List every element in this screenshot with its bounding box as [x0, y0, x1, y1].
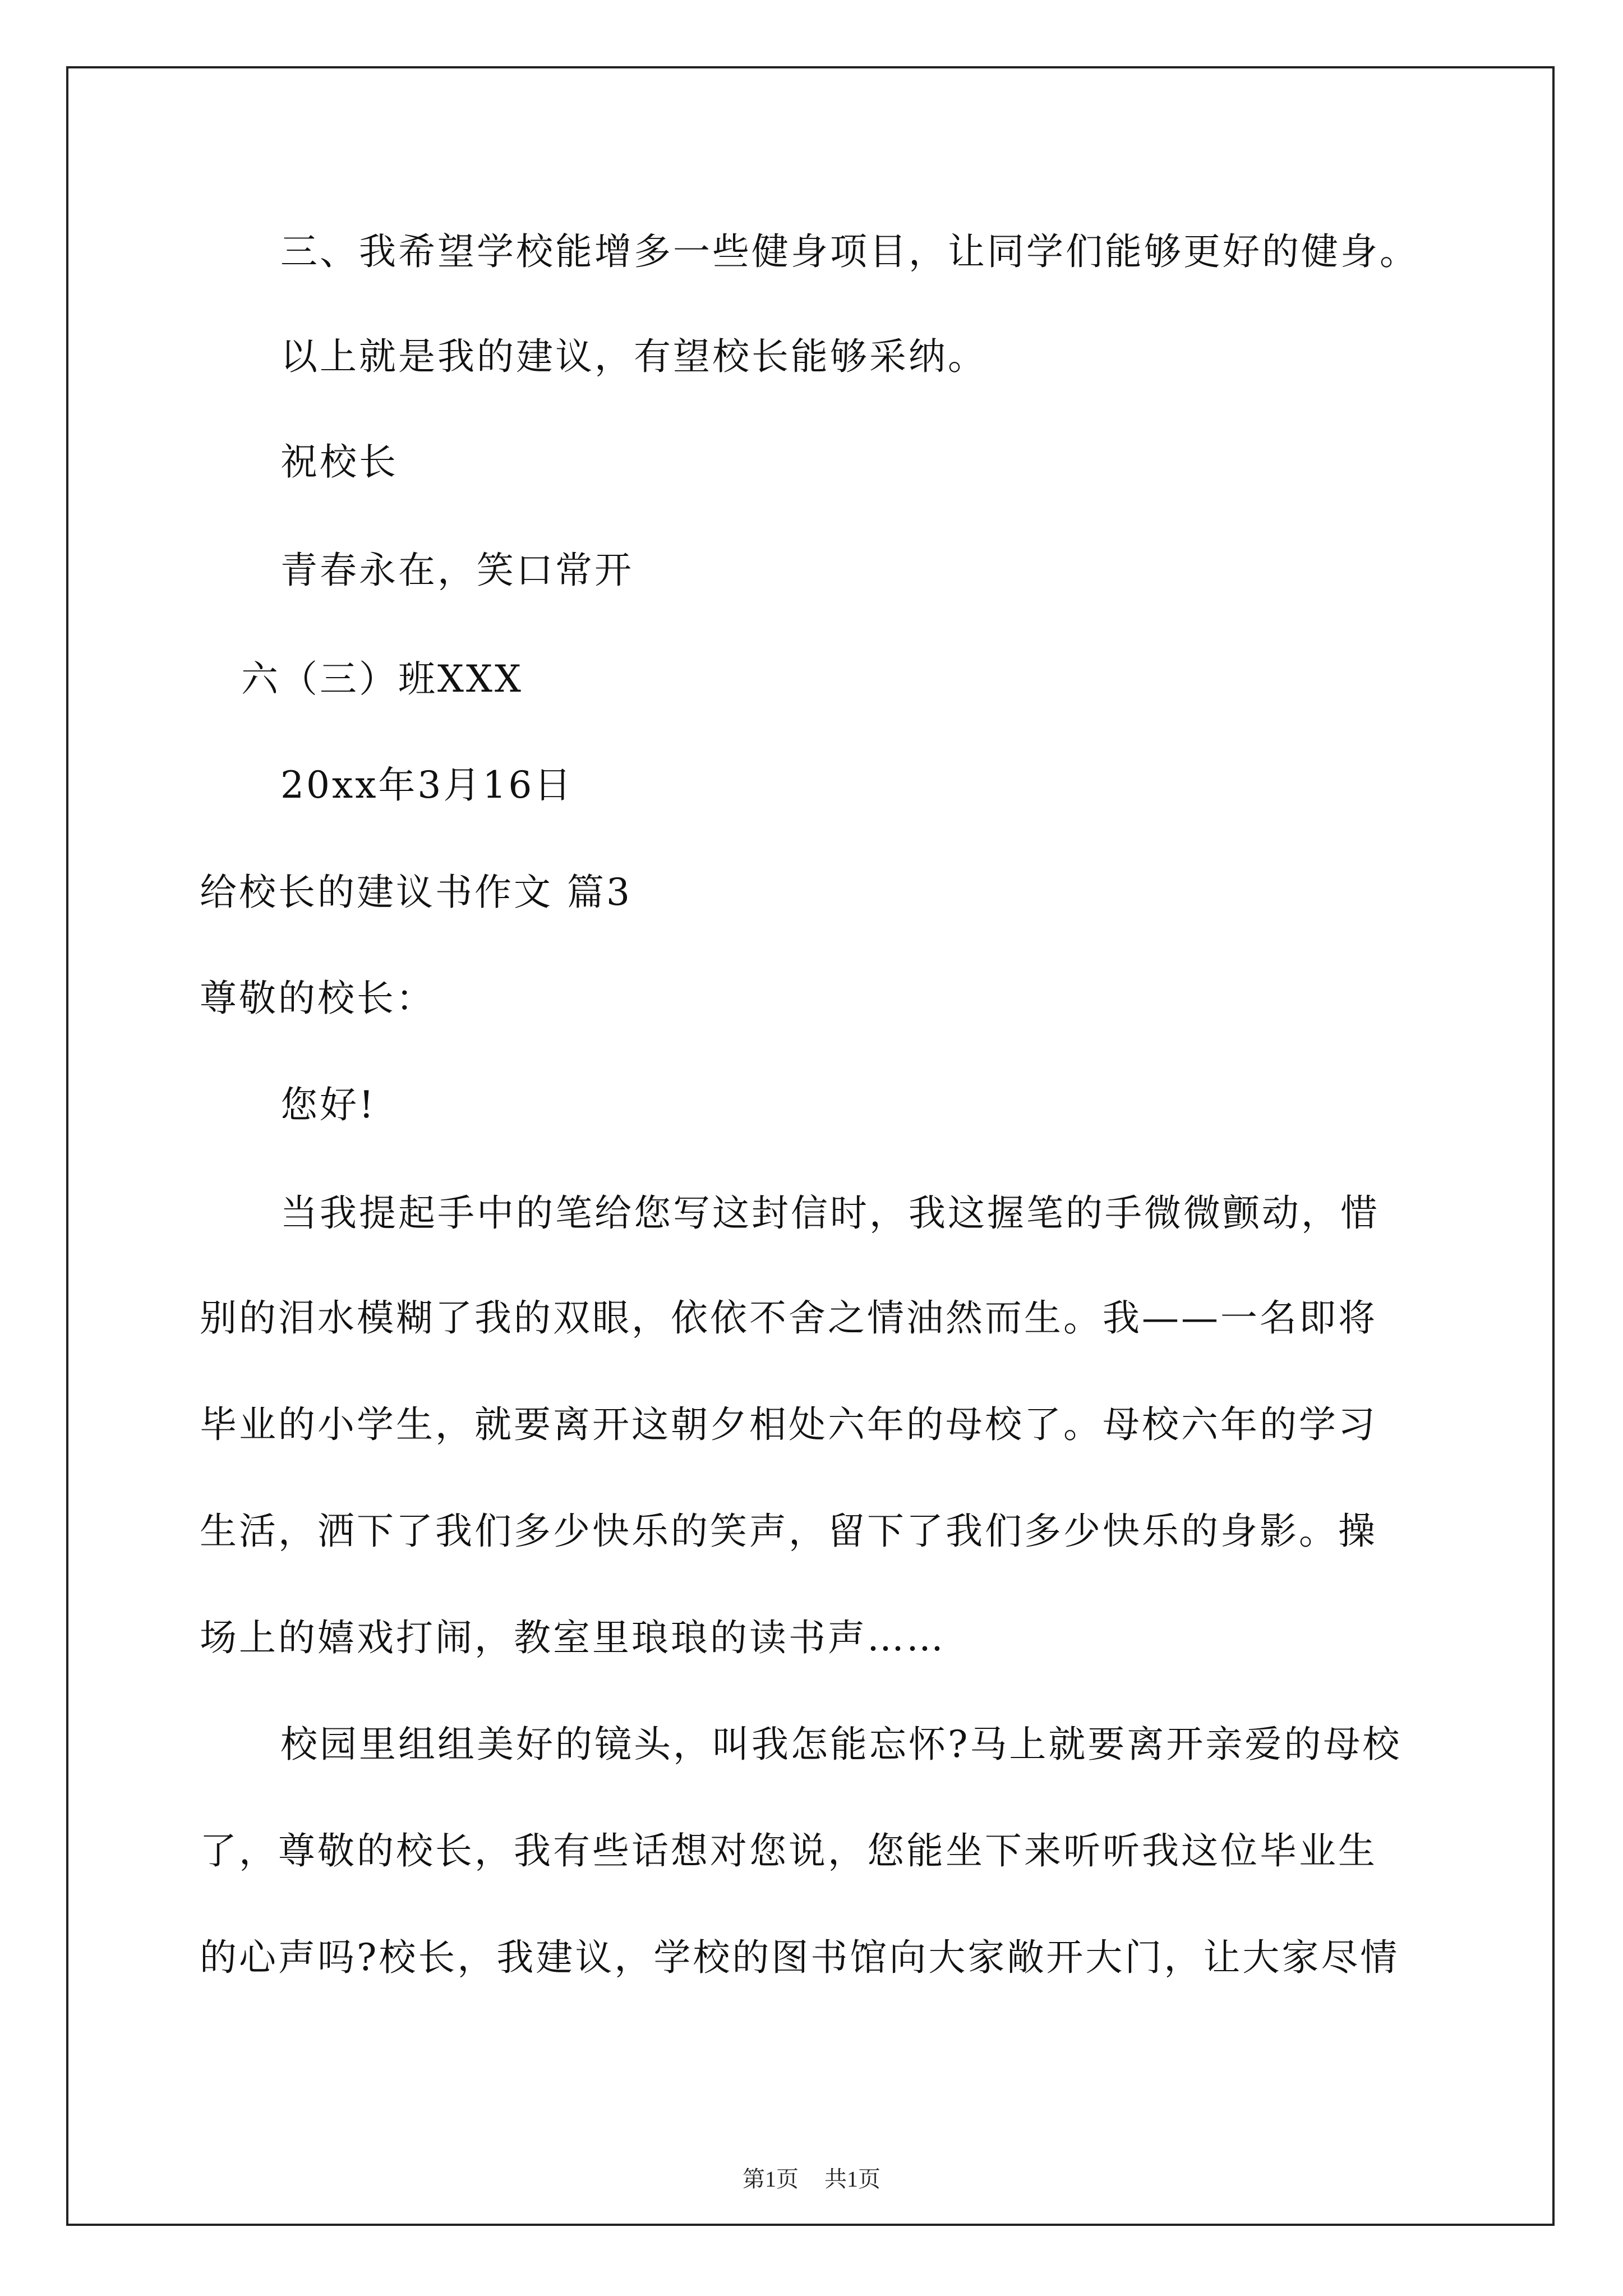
section-title: 给校长的建议书作文 篇3 [200, 871, 632, 914]
greeting: 尊敬的校长： [200, 977, 435, 1020]
page-footer [0, 2165, 1623, 2193]
body-line-3: 毕业的小学生，就要离开这朝夕相处六年的母校了。母校六年的学习 [200, 1403, 1377, 1446]
paragraph-line-1: 三、我希望学校能增多一些健身项目，让同学们能够更好的健身。 [280, 230, 1419, 273]
greeting-hello: 您好! [280, 1083, 376, 1126]
page-border [66, 66, 1555, 2226]
body-line-4: 生活，洒下了我们多少快乐的笑声，留下了我们多少快乐的身影。操 [200, 1510, 1377, 1553]
closing-wish: 青春永在，笑口常开 [280, 549, 634, 592]
page-total: 共1页 [824, 2166, 880, 2192]
body-line-7: 了，尊敬的校长，我有些话想对您说，您能坐下来听听我这位毕业生 [200, 1829, 1377, 1872]
body-line-1: 当我提起手中的笔给您写这封信时，我这握笔的手微微颤动，惜 [280, 1191, 1380, 1235]
body-line-2: 别的泪水模糊了我的双眼，依依不舍之情油然而生。我——一名即将 [200, 1296, 1377, 1340]
body-line-5: 场上的嬉戏打闹，教室里琅琅的读书声…… [200, 1616, 946, 1659]
signature-class: 六（三）班XXX [241, 657, 523, 701]
paragraph-line-2: 以上就是我的建议，有望校长能够采纳。 [280, 335, 987, 378]
body-line-6: 校园里组组美好的镜头，叫我怎能忘怀?马上就要离开亲爱的母校 [280, 1723, 1402, 1766]
body-line-8: 的心声吗?校长，我建议，学校的图书馆向大家敞开大门，让大家尽情 [200, 1936, 1400, 1979]
page-number: 第1页 [743, 2166, 799, 2192]
salutation-wish: 祝校长 [280, 440, 398, 484]
signature-date: 20xx年3月16日 [280, 763, 574, 807]
